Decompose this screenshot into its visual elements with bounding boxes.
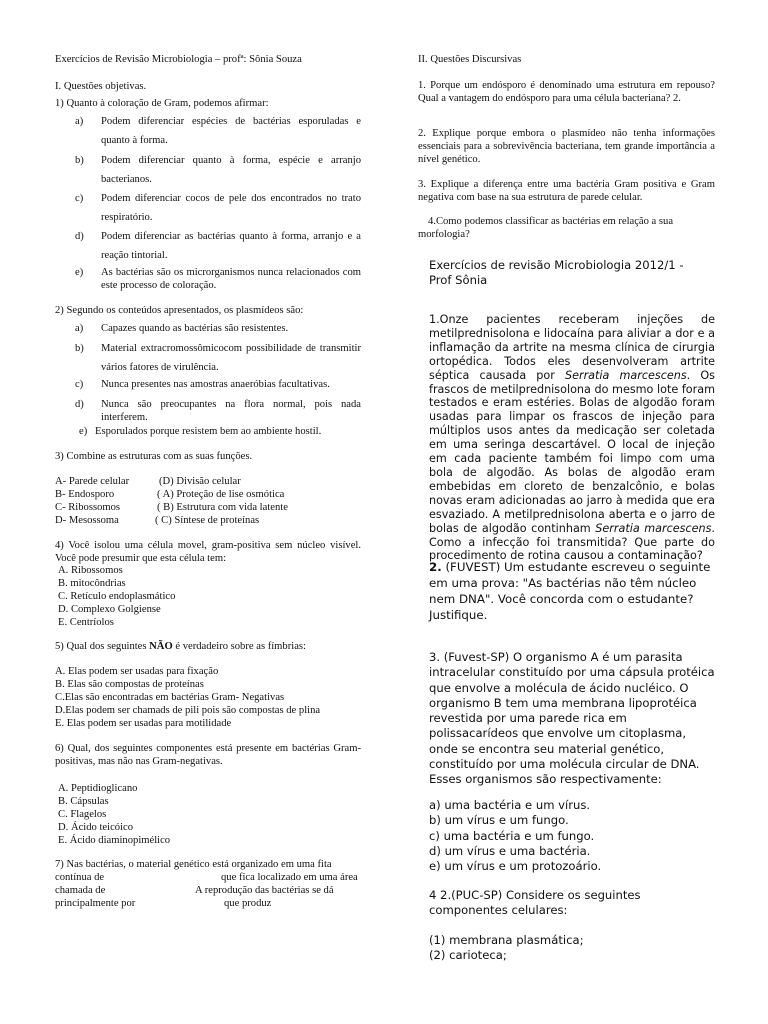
section-discursive-heading: II. Questões Discursivas [418,54,522,65]
list-item: B. mitocôndrias [58,578,126,589]
discursive-question-4: 4.Como podemos classificar as bactérias em relação a sua morfologia? [418,216,674,240]
question-1-stem: 1) Quanto à coloração de Gram, podemos afirmar: [55,98,269,109]
list-item: C.Elas são encontradas em bactérias Gram- Negativas [55,692,285,703]
list-item: E. Ácido diaminopimélico [58,835,171,846]
list-item: C. Retículo endoplasmático [58,591,176,602]
question-2-stem: 2) Segundo os conteúdos apresentados, os plasmídeos são: [55,305,304,316]
second-page-title: Exercícios de revisão Microbiologia 2012/1 - Prof Sônia [429,258,684,287]
question-5-options [55,665,320,730]
section-objective-heading: I. Questões objetivas. [55,81,147,92]
question-7-line-1: 7) Nas bactérias, o material genético está organizado em uma fita [55,859,332,870]
list-item: D.Elas podem ser chamads de pili pois são compostas de plina [55,705,321,716]
page-title: Exercícios de Revisão Microbiologia – profª: Sônia Souza [55,54,302,65]
question-5-stem: 5) Qual dos seguintes NÃO é verdadeiro sobre as fímbrias: [55,641,306,652]
right-column [418,0,715,1024]
left-column: Exercícios de Revisão Microbiologia – profª: Sônia Souza I. Questões objetivas. 1) Quanto à coloração de Gram, podemos afirmar: a) Podem diferenciar espécies de bactérias esporuladas e quanto à forma. b) Podem diferenciar quanto à forma, espécie e arranjo bacterianos. c) Podem diferenciar cocos de pele dos encontrados no trato respiratório. d) Podem diferenciar as bactérias quanto à forma, arranjo e a reação tintorial. e) As bactérias são os microrganismos nunca relacionados com este processo de coloração. 2) Segundo os conteúdos apresentados, os plasmídeos são: a) Capazes quando as bactérias são resistentes. b) Material extracromossômicocom possibilidade de transmitir vários fatores de virulência. c) Nunca presentes nas amostras anaeróbias facultativas. d) Nunca são preocupantes na flora normal, pois nada interferem. e) Esporulados porque resistem bem ao ambiente hostil. 3) Combine as estruturas com as suas funções. A- Parede celular (D) Divisão celular B- Endosporo ( A) Proteção de lise osmótica C- Ribossomos ( B) Estrutura com vida latente D- Mesossoma ( C) Síntese de proteínas 4) Você isolou uma célula movel, gram-positiva sem núcleo visível. Você pode presumir que esta célula tem: A. Ribossomos B. mitocôndrias C. Retículo endoplasmático D. Complexo Golgiense E. Centríolos 5) Qual dos seguintes NÃO é verdadeiro sobre as fímbrias: A. Elas podem ser usadas para fixação B. Elas são compostas de proteínas C.Elas são encontradas em bactérias Gram- Negativas D.Elas podem ser chamads de pili pois são compostas de plina E. Elas podem ser usadas para motilidade 6) Qual, dos seguintes componentes está presente em bactérias Gram-positivas, mas não nas Gram-negativas. A. Peptidioglicano B. Cápsulas C. Flagelos D. Ácido teicóico E. Ácido diaminopimélico 7) Nas bactérias, o material genético está organizado em uma fita contínua de que fica localizado em uma área chamada de A reprodução das bactérias se dá principalmente por que produz [55,54,361,909]
discursive-question-3: 3. Explique a diferença entre uma bactéria Gram positiva e Gram negativa com base na sua estrutura de parede celular. [418,179,715,203]
question-3-stem: 3) Combine as estruturas com as suas funções. [55,451,253,462]
list-item: c) uma bactéria e um fungo. [429,828,595,843]
list-item: b) um vírus e um fungo. [429,813,569,828]
question-4-options [58,564,175,629]
list-item: D. Ácido teicóico [58,822,134,833]
discursive-question-2: 2. Explique porque embora o plasmídeo não tenha informações essenciais para a sobrevivência bacteriana, tem grande importância a nível genético. [418,128,715,165]
list-item: (2) carioteca; [429,948,507,963]
case-question-4-items [429,933,715,964]
list-item: a) uma bactéria e um vírus. [429,798,591,812]
list-item: B. Elas são compostas de proteínas [55,679,204,690]
list-item: D. Complexo Golgiense [58,604,161,615]
list-item: A. Peptidioglicano [58,783,138,794]
question-4-stem: 4) Você isolou uma célula movel, gram-positiva sem núcleo visível. Você pode presumir que esta célula tem: [55,540,361,564]
list-item: B. Cápsulas [58,796,109,807]
question-6-stem: 6) Qual, dos seguintes componentes está presente em bactérias Gram-positivas, mas não nas Gram-negativas. [55,743,361,767]
list-item: A. Ribossomos [58,565,123,576]
case-question-4-stem: 4 2.(PUC-SP) Considere os seguintes componentes celulares: [429,888,641,918]
list-item: E. Centríolos [58,617,114,628]
question-6-options [58,782,170,847]
discursive-question-1: 1. Porque um endósporo é denominado uma estrutura em repouso? Qual a vantagem do endósporo para uma célula bacteriana? 2. [418,80,715,104]
list-item: C. Flagelos [58,809,107,820]
case-question-3-stem: 3. (Fuvest-SP) O organismo A é um parasita intracelular constituído por uma cápsula protéica que envolve a molécula de ácido nucléico. O organismo B tem uma membrana lipoprotéica revestida por uma parede rica em polissacarídeos que envolve um citoplasma, onde se encontra seu material genético, constituído por uma molécula circular de DNA. Esses organismos são respectivamente: [429,650,715,787]
list-item: A. Elas podem ser usadas para fixação [55,666,219,677]
list-item: E. Elas podem ser usadas para motilidade [55,718,232,729]
list-item: e) um vírus e um protozoário. [429,859,602,874]
case-question-2: 2. (FUVEST) Um estudante escreveu o seguinte em uma prova: "As bactérias não têm núcleo nem DNA". Você concorda com o estudante? Justifique. [429,560,711,622]
list-item: d) um vírus e uma bactéria. [429,843,591,858]
case-question-3-options [429,798,715,874]
case-question-1: 1.Onze pacientes receberam injeções de metilprednisolona e lidocaína para aliviar a dor e a inflamação da artrite na mesma clínica de cirurgia ortopédica. Todos eles desenvolveram artrite séptica causada por Serratia marcescens. Os frascos de metilprednisolona do mesmo lote foram testados e eram estéries. Bolas de algodão foram usadas para limpar os frascos de injeção para múltiplos usos antes da medicação ser coletada em uma seringa descartável. O local de injeção em cada paciente também foi limpo com uma bola de algodão. As bolas de algodão eram embebidas em cloreto de benzalcônio, e bolas novas eram adicionadas ao jarro à medida que era esvaziado. A metilprednisolona aberta e o jarro de bolas de algodão continham Serratia marcescens. Como a infecção foi transmitida? Que parte do procedimento de rotina causou a contaminação? [429,313,715,563]
list-item: (1) membrana plasmática; [429,933,584,947]
